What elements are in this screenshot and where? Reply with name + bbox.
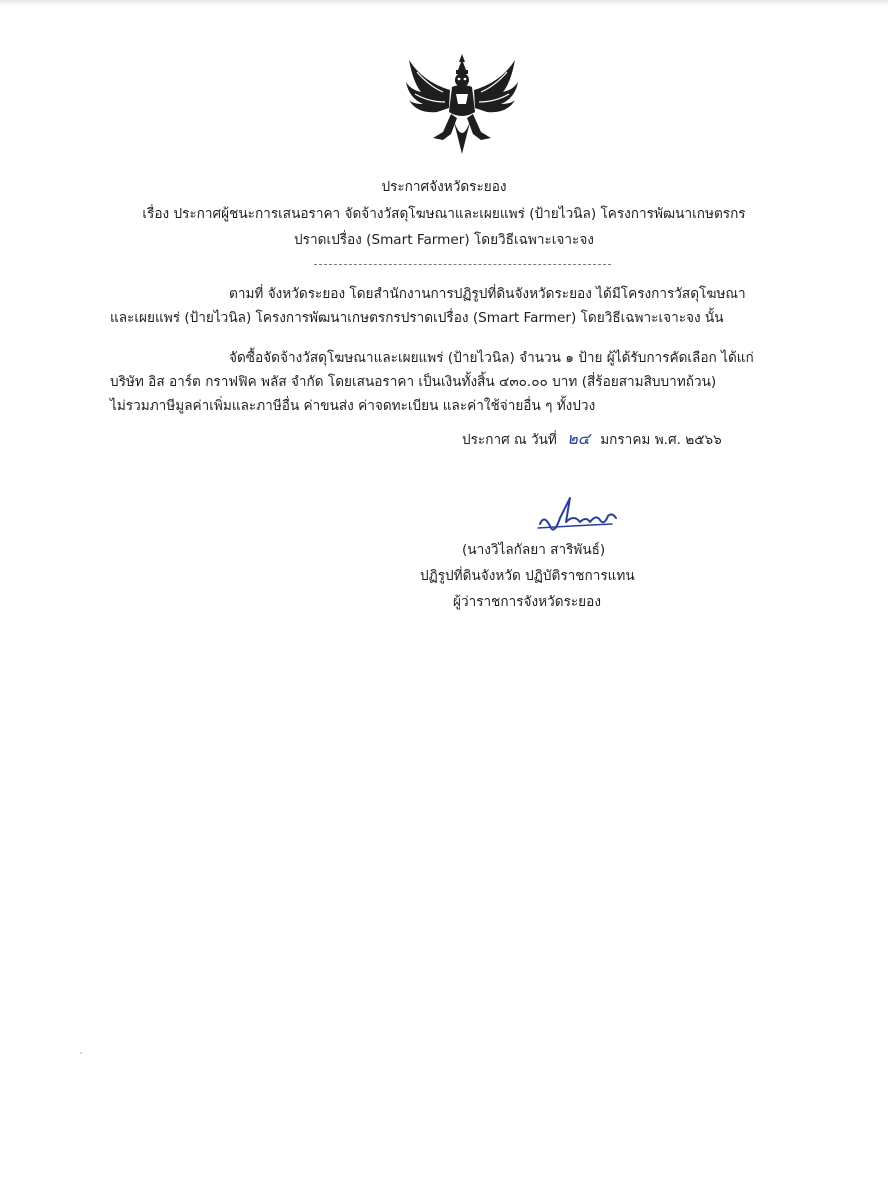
- subject-line-2: ปราดเปรื่อง (Smart Farmer) โดยวิธีเฉพาะเจาะจง: [294, 232, 594, 248]
- signer-name: (นางวิไลกัลยา สาริพันธ์): [462, 542, 606, 558]
- issuer-title: ประกาศจังหวัดระยอง: [381, 179, 507, 195]
- date-month-year: มกราคม พ.ศ. ๒๕๖๖: [600, 432, 722, 448]
- scan-speck: [80, 1052, 82, 1054]
- title-separator: [314, 264, 611, 265]
- signer-position-line-1: ปฏิรูปที่ดินจังหวัด ปฏิบัติราชการแทน: [420, 568, 635, 584]
- garuda-emblem-icon: [403, 52, 521, 160]
- signer-position-line-2: ผู้ว่าราชการจังหวัดระยอง: [453, 594, 601, 610]
- handwritten-day: ๒๔: [567, 429, 590, 448]
- paragraph-2-line-2: บริษัท อิส อาร์ต กราฟฟิค พลัส จำกัด โดยเสนอราคา เป็นเงินทั้งสิ้น ๔๓๐.๐๐ บาท (สี่ร้อยสามสิบบาทถ้วน): [110, 374, 717, 390]
- paragraph-1-line-2: และเผยแพร่ (ป้ายไวนิล) โครงการพัฒนาเกษตรกรปราดเปรื่อง (Smart Farmer) โดยวิธีเฉพาะเจาะจง นั้น: [110, 310, 724, 326]
- date-prefix: ประกาศ ณ วันที่: [462, 432, 557, 448]
- handwritten-signature-icon: [530, 496, 620, 538]
- subject-line-1: เรื่อง ประกาศผู้ชนะการเสนอราคา จัดจ้างวัสดุโฆษณาและเผยแพร่ (ป้ายไวนิล) โครงการพัฒนาเกษตรกร: [142, 206, 746, 222]
- paragraph-2-line-1: จัดซื้อจัดจ้างวัสดุโฆษณาและเผยแพร่ (ป้ายไวนิล) จำนวน ๑ ป้าย ผู้ได้รับการคัดเลือก ได้แก่: [229, 350, 754, 366]
- paragraph-2-line-3: ไม่รวมภาษีมูลค่าเพิ่มและภาษีอื่น ค่าขนส่ง ค่าจดทะเบียน และค่าใช้จ่ายอื่น ๆ ทั้งปวง: [110, 398, 596, 414]
- scan-edge-shadow: [0, 0, 888, 6]
- announcement-date: [462, 430, 722, 449]
- paragraph-1-line-1: ตามที่ จังหวัดระยอง โดยสำนักงานการปฏิรูปที่ดินจังหวัดระยอง ได้มีโครงการวัสดุโฆษณา: [229, 286, 746, 302]
